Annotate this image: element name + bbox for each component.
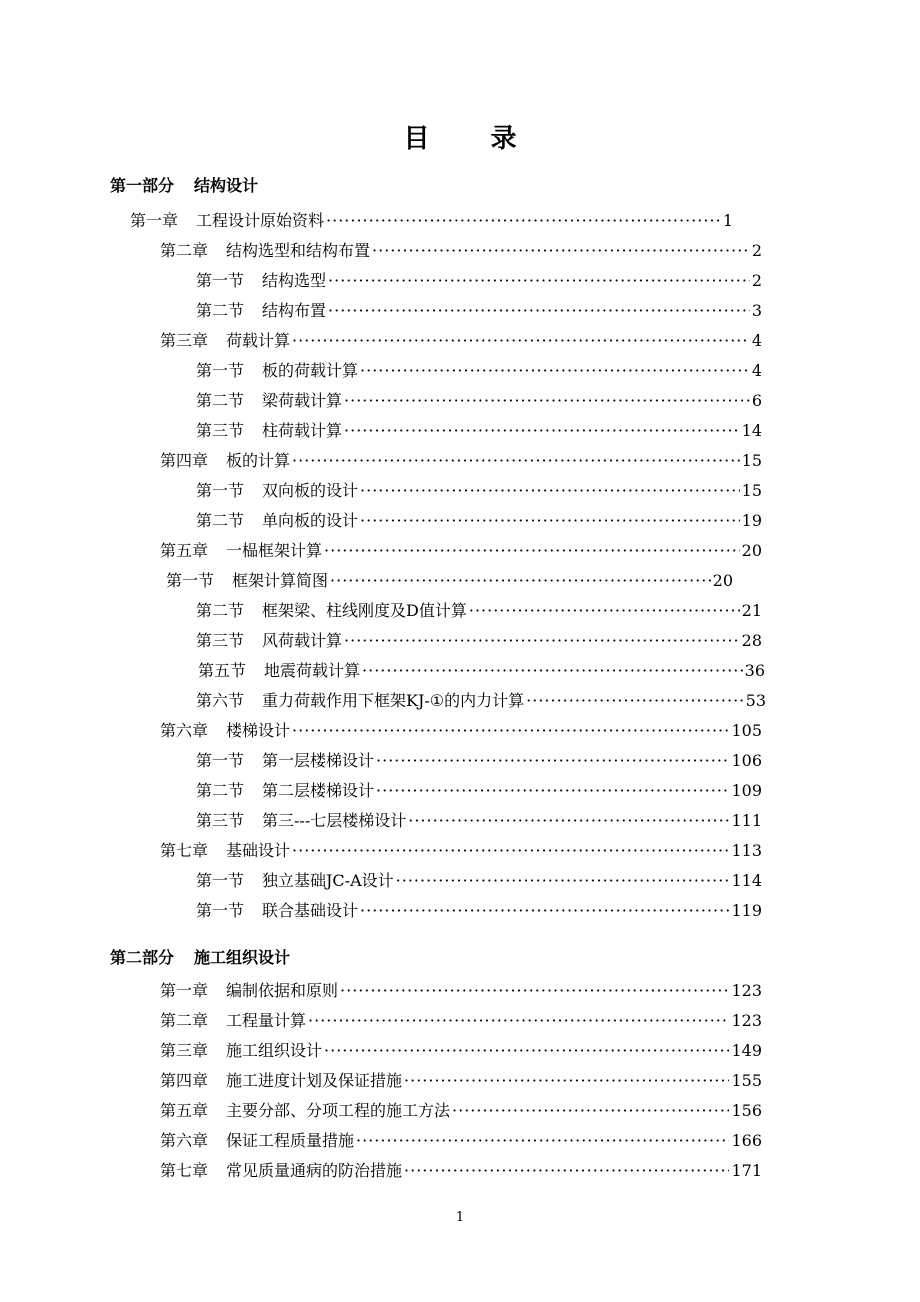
- toc-entry-page: 123: [731, 1011, 762, 1030]
- toc-entry-label: 第七章: [160, 841, 209, 860]
- toc-entry-page: 36: [744, 661, 765, 680]
- toc-entry-label: 第六章: [160, 721, 209, 740]
- toc-entry-label: 第二章: [160, 1011, 209, 1030]
- toc-entry-label: 第一节: [196, 271, 245, 290]
- toc-entry[interactable]: [160, 1011, 762, 1031]
- part-heading: [110, 173, 258, 196]
- toc-entry[interactable]: [198, 661, 765, 681]
- toc-entry[interactable]: [196, 421, 762, 441]
- toc-entry[interactable]: [160, 331, 762, 351]
- toc-entry[interactable]: [196, 871, 762, 891]
- toc-entry-page: 171: [731, 1161, 762, 1180]
- toc-entry-page: 14: [741, 421, 762, 440]
- toc-leader-dots: [326, 211, 721, 231]
- toc-entry-label: 第一节: [196, 871, 245, 890]
- toc-leader-dots: [344, 631, 740, 651]
- toc-entry-name: 风荷载计算: [262, 631, 343, 650]
- toc-entry-name: 板的计算: [226, 451, 291, 470]
- toc-entry-page: 119: [731, 901, 762, 920]
- toc-entry-page: 114: [731, 871, 762, 890]
- toc-entry-page: 4: [751, 331, 762, 350]
- toc-entry-page: 2: [751, 241, 762, 260]
- toc-entry[interactable]: [196, 751, 762, 771]
- toc-entry-page: 20: [712, 571, 733, 590]
- toc-entry-name: 框架计算简图: [232, 571, 329, 590]
- toc-entry-page: 3: [751, 301, 762, 320]
- toc-entry-name: 联合基础设计: [262, 901, 359, 920]
- toc-entry-label: 第六章: [160, 1131, 209, 1150]
- toc-entry[interactable]: [196, 301, 762, 321]
- toc-entry[interactable]: [160, 241, 762, 261]
- toc-leader-dots: [330, 571, 711, 591]
- toc-entry-name: 结构选型: [262, 271, 327, 290]
- toc-entry[interactable]: [196, 481, 762, 501]
- toc-entry-label: 第二节: [196, 301, 245, 320]
- toc-entry-label: 第五章: [160, 1101, 209, 1120]
- toc-entry[interactable]: [196, 631, 762, 651]
- toc-leader-dots: [404, 1161, 729, 1181]
- toc-entry-name: 保证工程质量措施: [226, 1131, 355, 1150]
- toc-entry-page: 111: [731, 811, 762, 830]
- toc-leader-dots: [340, 981, 729, 1001]
- toc-leader-dots: [360, 361, 750, 381]
- part-heading: [110, 945, 290, 968]
- toc-leader-dots: [292, 841, 729, 861]
- toc-leader-dots: [292, 721, 729, 741]
- toc-entry[interactable]: [196, 781, 762, 801]
- toc-entry[interactable]: [196, 361, 762, 381]
- toc-leader-dots: [396, 871, 730, 891]
- toc-entry-page: 53: [745, 691, 766, 710]
- toc-leader-dots: [356, 1131, 729, 1151]
- toc-entry-name: 主要分部、分项工程的施工方法: [226, 1101, 451, 1120]
- toc-entry-page: 113: [731, 841, 762, 860]
- toc-entry[interactable]: [196, 391, 762, 411]
- part-name: 施工组织设计: [194, 948, 291, 967]
- toc-entry-label: 第一节: [196, 481, 245, 500]
- toc-entry[interactable]: [196, 901, 762, 921]
- toc-entry-name: 框架梁、柱线刚度及D值计算: [262, 601, 467, 620]
- toc-entry-page: 4: [751, 361, 762, 380]
- toc-entry-page: 28: [741, 631, 762, 650]
- toc-entry-page: 19: [741, 511, 762, 530]
- toc-entry-page: 6: [751, 391, 762, 410]
- toc-entry-name: 第二层楼梯设计: [262, 781, 375, 800]
- toc-entry[interactable]: [196, 691, 766, 711]
- toc-entry-label: 第二节: [196, 781, 245, 800]
- part-name: 结构设计: [194, 176, 259, 195]
- toc-entry-label: 第三节: [196, 811, 245, 830]
- toc-entry-name: 第一层楼梯设计: [262, 751, 375, 770]
- toc-entry-label: 第一节: [196, 901, 245, 920]
- toc-entry-name: 施工组织设计: [226, 1041, 323, 1060]
- toc-entry[interactable]: [160, 451, 762, 471]
- toc-entry-name: 地震荷载计算: [264, 661, 361, 680]
- toc-entry-label: 第四章: [160, 1071, 209, 1090]
- toc-entry[interactable]: [130, 211, 733, 231]
- toc-leader-dots: [408, 811, 729, 831]
- toc-entry-page: 155: [731, 1071, 762, 1090]
- toc-entry[interactable]: [160, 721, 762, 741]
- toc-entry[interactable]: [196, 511, 762, 531]
- toc-entry-page: 20: [741, 541, 762, 560]
- toc-entry[interactable]: [196, 811, 762, 831]
- toc-entry-name: 工程量计算: [226, 1011, 307, 1030]
- toc-leader-dots: [526, 691, 744, 711]
- toc-leader-dots: [376, 751, 729, 771]
- toc-entry-page: 166: [731, 1131, 762, 1150]
- toc-entry-page: 1: [722, 211, 733, 230]
- toc-leader-dots: [324, 1041, 729, 1061]
- toc-leader-dots: [344, 421, 740, 441]
- toc-leader-dots: [360, 511, 740, 531]
- toc-entry[interactable]: [166, 571, 733, 591]
- toc-entry-name: 基础设计: [226, 841, 291, 860]
- toc-entry[interactable]: [160, 1041, 762, 1061]
- toc-leader-dots: [344, 391, 750, 411]
- toc-entry-name: 板的荷载计算: [262, 361, 359, 380]
- toc-leader-dots: [360, 481, 740, 501]
- toc-entry-name: 工程设计原始资料: [196, 211, 325, 230]
- toc-entry-name: 梁荷载计算: [262, 391, 343, 410]
- toc-entry-page: 15: [741, 481, 762, 500]
- toc-entry-page: 156: [731, 1101, 762, 1120]
- toc-entry-label: 第五章: [160, 541, 209, 560]
- toc-entry[interactable]: [196, 271, 762, 291]
- toc-leader-dots: [376, 781, 729, 801]
- toc-entry-label: 第六节: [196, 691, 245, 710]
- toc-entry-name: 重力荷载作用下框架KJ-①的内力计算: [262, 691, 525, 710]
- toc-entry-label: 第一章: [130, 211, 179, 230]
- toc-entry[interactable]: [160, 1101, 762, 1121]
- toc-leader-dots: [452, 1101, 729, 1121]
- toc-leader-dots: [308, 1011, 729, 1031]
- toc-entry-page: 149: [731, 1041, 762, 1060]
- toc-entry[interactable]: [160, 981, 762, 1001]
- toc-entry-label: 第二节: [196, 511, 245, 530]
- toc-entry[interactable]: [196, 601, 762, 621]
- toc-entry[interactable]: [160, 841, 762, 861]
- toc-entry-page: 109: [731, 781, 762, 800]
- toc-entry-label: 第一章: [160, 981, 209, 1000]
- toc-entry-page: 2: [751, 271, 762, 290]
- toc-entry-page: 105: [731, 721, 762, 740]
- toc-entry-name: 一榀框架计算: [226, 541, 323, 560]
- toc-entry-name: 单向板的设计: [262, 511, 359, 530]
- toc-entry-name: 楼梯设计: [226, 721, 291, 740]
- toc-leader-dots: [372, 241, 750, 261]
- toc-leader-dots: [469, 601, 740, 621]
- toc-leader-dots: [362, 661, 743, 681]
- part-label: 第一部分: [110, 176, 175, 195]
- part-label: 第二部分: [110, 948, 175, 967]
- toc-leader-dots: [324, 541, 740, 561]
- toc-leader-dots: [292, 331, 750, 351]
- toc-entry-name: 编制依据和原则: [226, 981, 339, 1000]
- toc-entry-name: 常见质量通病的防治措施: [226, 1161, 403, 1180]
- toc-entry-name: 第三---七层楼梯设计: [262, 811, 407, 830]
- toc-entry-name: 结构选型和结构布置: [226, 241, 371, 260]
- toc-entry-label: 第三章: [160, 1041, 209, 1060]
- toc-entry-label: 第一节: [196, 361, 245, 380]
- toc-entry-page: 21: [741, 601, 762, 620]
- toc-entry[interactable]: [160, 541, 762, 561]
- toc-leader-dots: [292, 451, 740, 471]
- toc-entry[interactable]: [160, 1131, 762, 1151]
- toc-entry[interactable]: [160, 1161, 762, 1181]
- toc-entry-label: 第一节: [166, 571, 215, 590]
- toc-entry-page: 15: [741, 451, 762, 470]
- toc-entry-name: 双向板的设计: [262, 481, 359, 500]
- toc-entry-name: 结构布置: [262, 301, 327, 320]
- toc-leader-dots: [404, 1071, 729, 1091]
- toc-entry-label: 第二章: [160, 241, 209, 260]
- toc-leader-dots: [328, 271, 750, 291]
- toc-entry-label: 第二节: [196, 391, 245, 410]
- toc-entry-name: 独立基础JC-A设计: [262, 871, 394, 890]
- toc-entry[interactable]: [160, 1071, 762, 1091]
- toc-entry-label: 第三章: [160, 331, 209, 350]
- toc-entry-label: 第二节: [196, 601, 245, 620]
- toc-entry-name: 柱荷载计算: [262, 421, 343, 440]
- toc-entry-label: 第四章: [160, 451, 209, 470]
- toc-entry-page: 106: [731, 751, 762, 770]
- toc-entry-page: 123: [731, 981, 762, 1000]
- toc-entry-label: 第三节: [196, 631, 245, 650]
- toc-entry-label: 第七章: [160, 1161, 209, 1180]
- toc-leader-dots: [360, 901, 729, 921]
- toc-entry-name: 荷载计算: [226, 331, 291, 350]
- toc-entry-label: 第五节: [198, 661, 247, 680]
- page-title: 目 录: [403, 124, 543, 154]
- toc-leader-dots: [328, 301, 750, 321]
- toc-entry-label: 第三节: [196, 421, 245, 440]
- toc-entry-name: 施工进度计划及保证措施: [226, 1071, 403, 1090]
- page-number: 1: [455, 1210, 465, 1225]
- toc-entry-label: 第一节: [196, 751, 245, 770]
